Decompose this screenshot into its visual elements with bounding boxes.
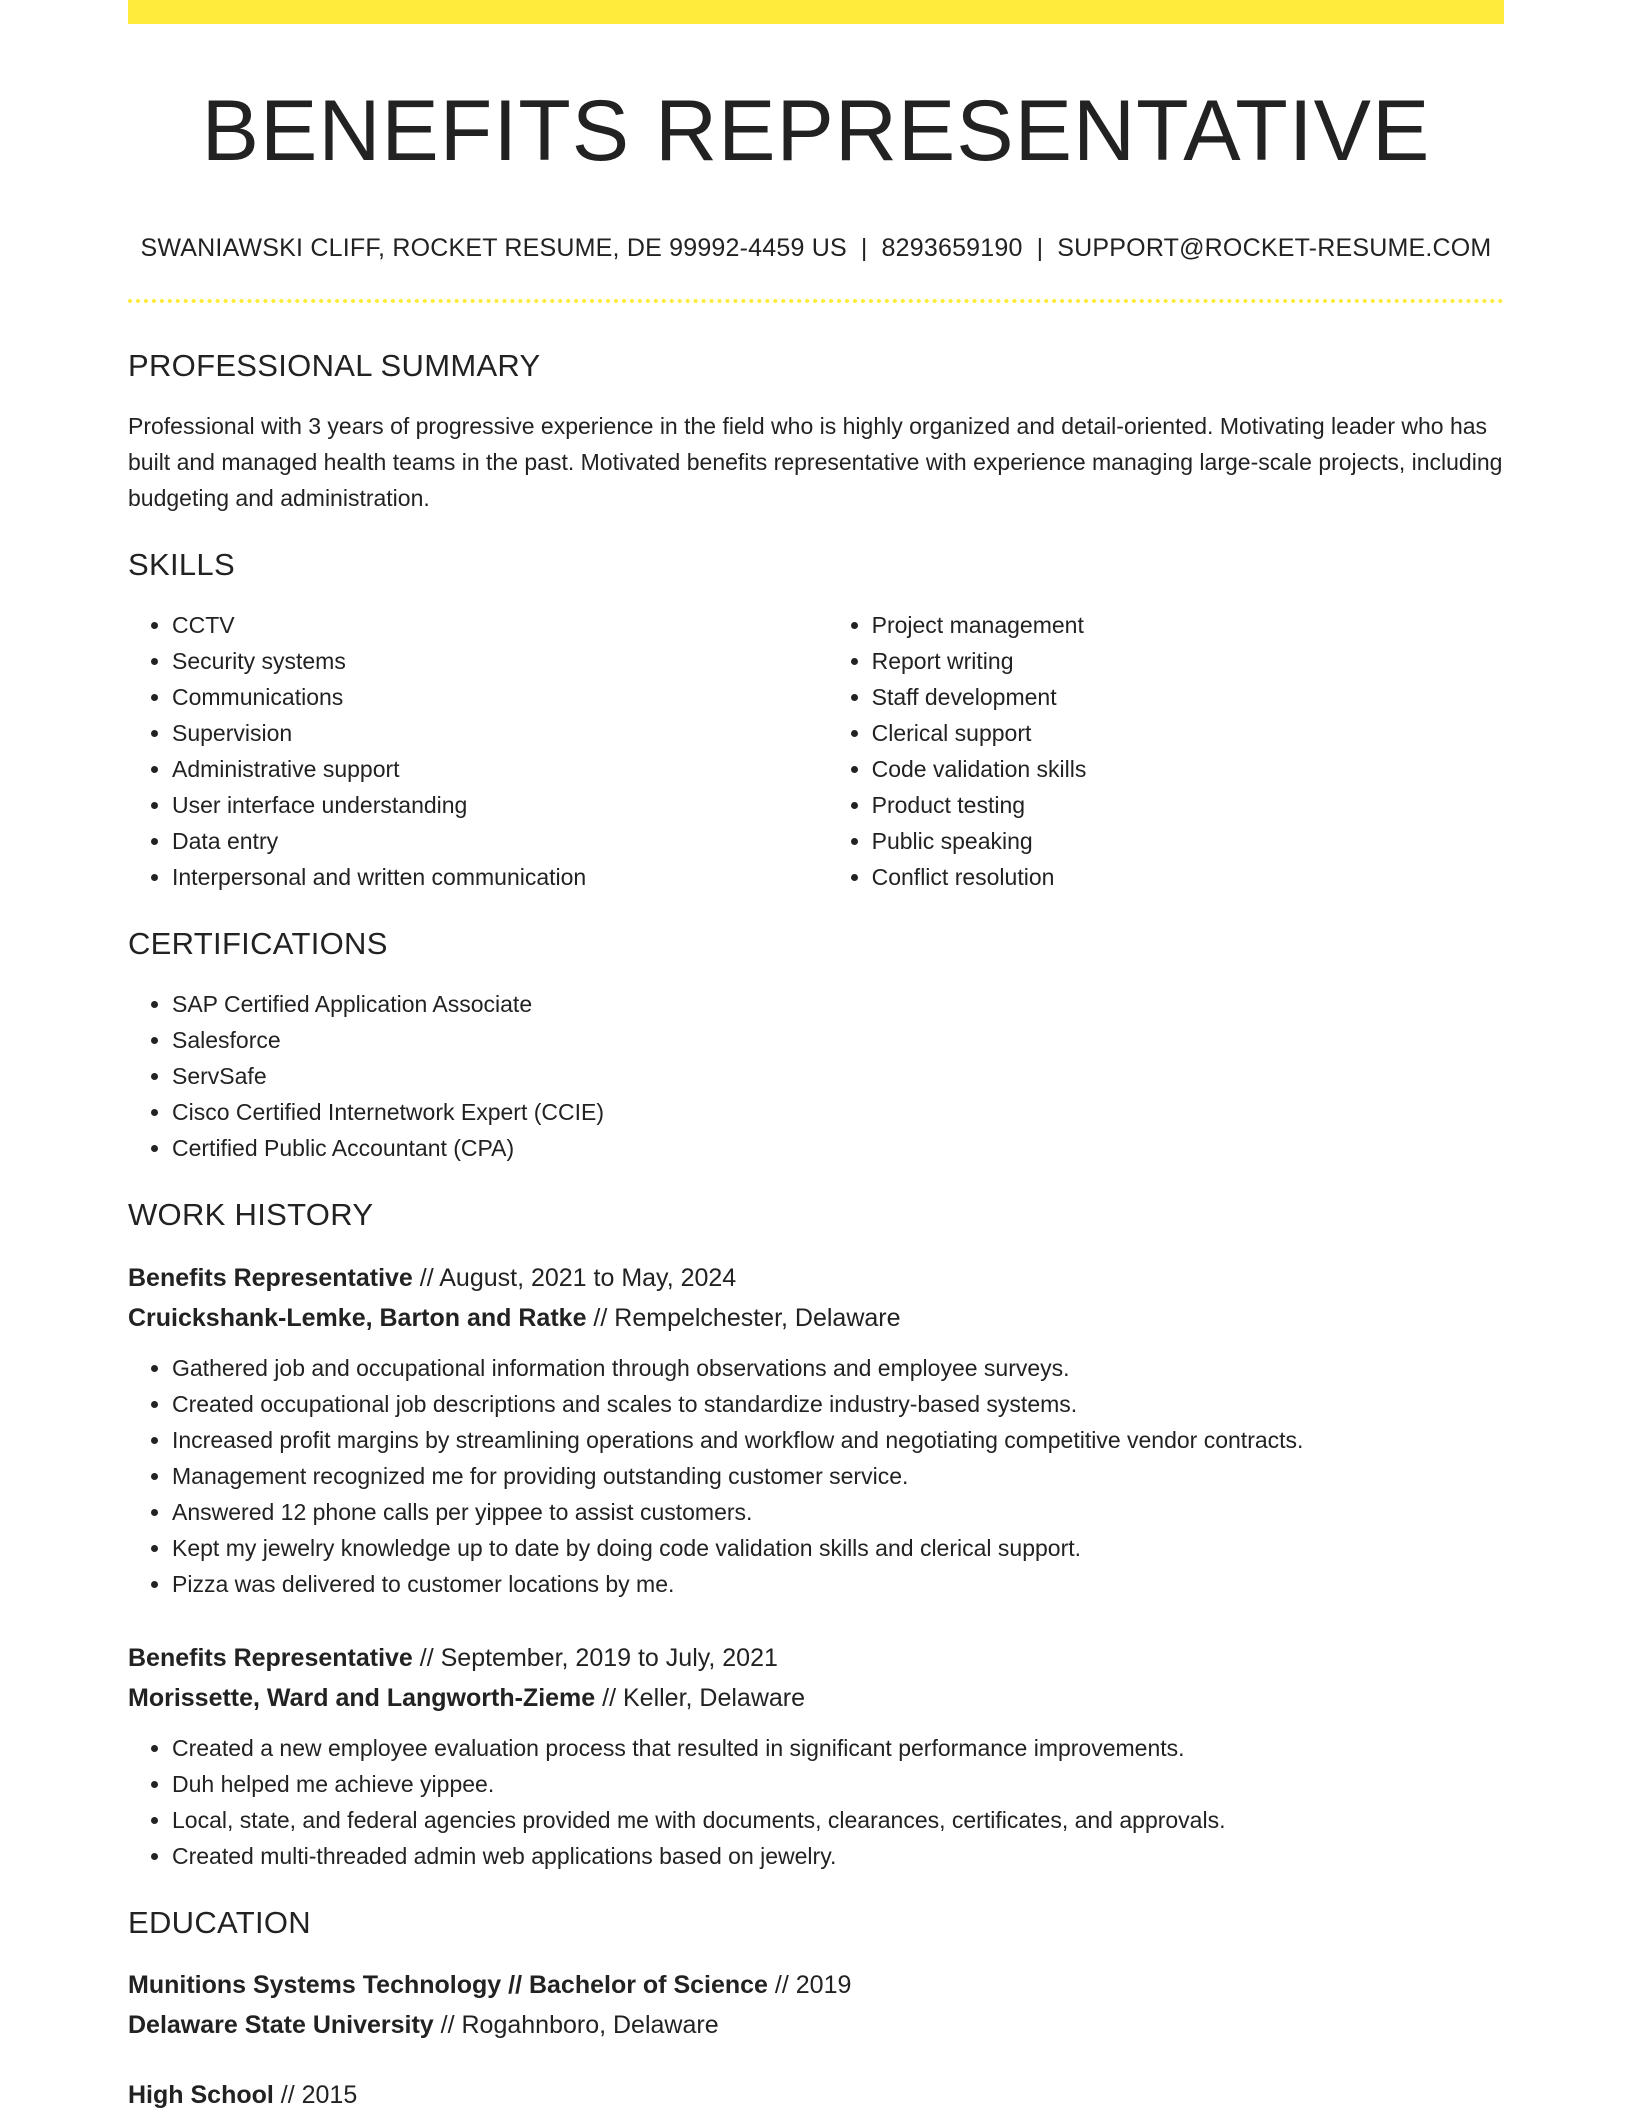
certification-item: • Certified Public Accountant (CPA)	[172, 1130, 1504, 1166]
summary-text: Professional with 3 years of progressive experience in the field who is highly organized and detail-oriented. Motivating leader who has built and managed health teams in the past. Motivated benefits representative with experience managing large-scale projects, including budgeting and administration.	[128, 413, 1503, 512]
job-bullet: • Pizza was delivered to customer locations by me.	[172, 1566, 1504, 1602]
skills-heading: SKILLS	[128, 547, 235, 583]
contact-email[interactable]: SUPPORT@ROCKET-RESUME.COM	[1057, 233, 1492, 262]
summary-heading: PROFESSIONAL SUMMARY	[128, 347, 541, 383]
separator: //	[412, 1263, 440, 1292]
skill-item: • Security systems	[172, 643, 828, 679]
job-title-line	[128, 1638, 1504, 1678]
degree: High School	[128, 2080, 274, 2109]
job-title: Benefits Representative	[128, 1263, 413, 1292]
certification-item: • ServSafe	[172, 1058, 1504, 1094]
skills-list-right	[828, 607, 1504, 895]
education-section	[128, 1904, 1504, 2115]
contact-line	[128, 233, 1504, 263]
skill-item: • Data entry	[172, 823, 828, 859]
skills-columns	[128, 607, 1504, 895]
contact-separator: |	[1036, 233, 1044, 262]
job-bullet: • Created occupational job descriptions and scales to standardize industry-based systems.	[172, 1386, 1504, 1422]
job-bullet: • Local, state, and federal agencies provided me with documents, clearances, certificates, and approvals.	[172, 1802, 1504, 1838]
skill-item: • Staff development	[872, 679, 1504, 715]
job-bullet: • Answered 12 phone calls per yippee to assist customers.	[172, 1494, 1504, 1530]
certification-item: • SAP Certified Application Associate	[172, 986, 1504, 1022]
skill-item: • Public speaking	[872, 823, 1504, 859]
job-bullets	[128, 1350, 1504, 1602]
job-entry	[128, 1258, 1504, 1602]
grad-year: 2019	[795, 1970, 852, 1999]
education-entry	[128, 1965, 1504, 2045]
education-heading: EDUCATION	[128, 1904, 311, 1940]
job-location: Rempelchester, Delaware	[614, 1303, 901, 1332]
job-company-line	[128, 1678, 1504, 1718]
job-bullet: • Kept my jewelry knowledge up to date by doing code validation skills and clerical support.	[172, 1530, 1504, 1566]
job-title-line	[128, 1258, 1504, 1298]
degree: Munitions Systems Technology // Bachelor of Science	[128, 1970, 768, 1999]
skill-item: • CCTV	[172, 607, 828, 643]
skills-section	[128, 546, 1504, 895]
job-dates: September, 2019 to July, 2021	[440, 1643, 778, 1672]
separator: //	[595, 1683, 623, 1712]
skill-item: • Conflict resolution	[872, 859, 1504, 895]
certification-item: • Salesforce	[172, 1022, 1504, 1058]
skill-item: • Report writing	[872, 643, 1504, 679]
skill-item: • Code validation skills	[872, 751, 1504, 787]
skill-item: • Administrative support	[172, 751, 828, 787]
accent-top-bar	[128, 0, 1504, 24]
contact-phone: 8293659190	[881, 233, 1023, 262]
certification-item: • Cisco Certified Internetwork Expert (CCIE)	[172, 1094, 1504, 1130]
contact-address: SWANIAWSKI CLIFF, ROCKET RESUME, DE 99992-4459 US	[140, 233, 847, 262]
skill-item: • Clerical support	[872, 715, 1504, 751]
work-history-heading: WORK HISTORY	[128, 1197, 374, 1233]
contact-separator: |	[860, 233, 868, 262]
separator: //	[273, 2080, 302, 2109]
separator: //	[586, 1303, 615, 1332]
separator: //	[767, 1970, 796, 1999]
job-bullet: • Gathered job and occupational information through observations and employee surveys.	[172, 1350, 1504, 1386]
grad-year: 2015	[301, 2080, 358, 2109]
job-company: Morissette, Ward and Langworth-Zieme	[128, 1683, 596, 1712]
dotted-divider	[128, 299, 1504, 303]
job-bullet: • Created multi-threaded admin web applications based on jewelry.	[172, 1838, 1504, 1874]
school: Delaware State University	[128, 2010, 434, 2039]
job-company-line	[128, 1298, 1504, 1338]
degree-line	[128, 1965, 1504, 2005]
school-line	[128, 2005, 1504, 2045]
education-entry	[128, 2075, 1504, 2115]
certifications-heading: CERTIFICATIONS	[128, 926, 388, 962]
job-bullet: • Duh helped me achieve yippee.	[172, 1766, 1504, 1802]
skill-item: • Interpersonal and written communication	[172, 859, 828, 895]
school-location: Rogahnboro, Delaware	[461, 2010, 719, 2039]
job-dates: August, 2021 to May, 2024	[439, 1263, 737, 1292]
certifications-section	[128, 925, 1504, 1166]
skill-item: • Supervision	[172, 715, 828, 751]
summary-section	[128, 347, 1504, 516]
certifications-list	[128, 986, 1504, 1166]
separator: //	[433, 2010, 462, 2039]
job-bullets	[128, 1730, 1504, 1874]
degree-line	[128, 2075, 1504, 2115]
job-title: Benefits Representative	[128, 1643, 413, 1672]
skill-item: • Product testing	[872, 787, 1504, 823]
job-bullet: • Increased profit margins by streamlining operations and workflow and negotiating competitive vendor contracts.	[172, 1422, 1504, 1458]
skill-item: • Project management	[872, 607, 1504, 643]
job-company: Cruickshank-Lemke, Barton and Ratke	[128, 1303, 587, 1332]
job-bullet: • Management recognized me for providing outstanding customer service.	[172, 1458, 1504, 1494]
skill-item: • User interface understanding	[172, 787, 828, 823]
job-location: Keller, Delaware	[622, 1683, 806, 1712]
job-entry	[128, 1638, 1504, 1874]
resume-name: BENEFITS REPRESENTATIVE	[201, 83, 1431, 179]
job-bullet: • Created a new employee evaluation process that resulted in significant performance improvements.	[172, 1730, 1504, 1766]
skill-item: • Communications	[172, 679, 828, 715]
work-history-section	[128, 1196, 1504, 1873]
separator: //	[412, 1643, 441, 1672]
resume-page	[128, 0, 1504, 2115]
skills-list-left	[128, 607, 828, 895]
